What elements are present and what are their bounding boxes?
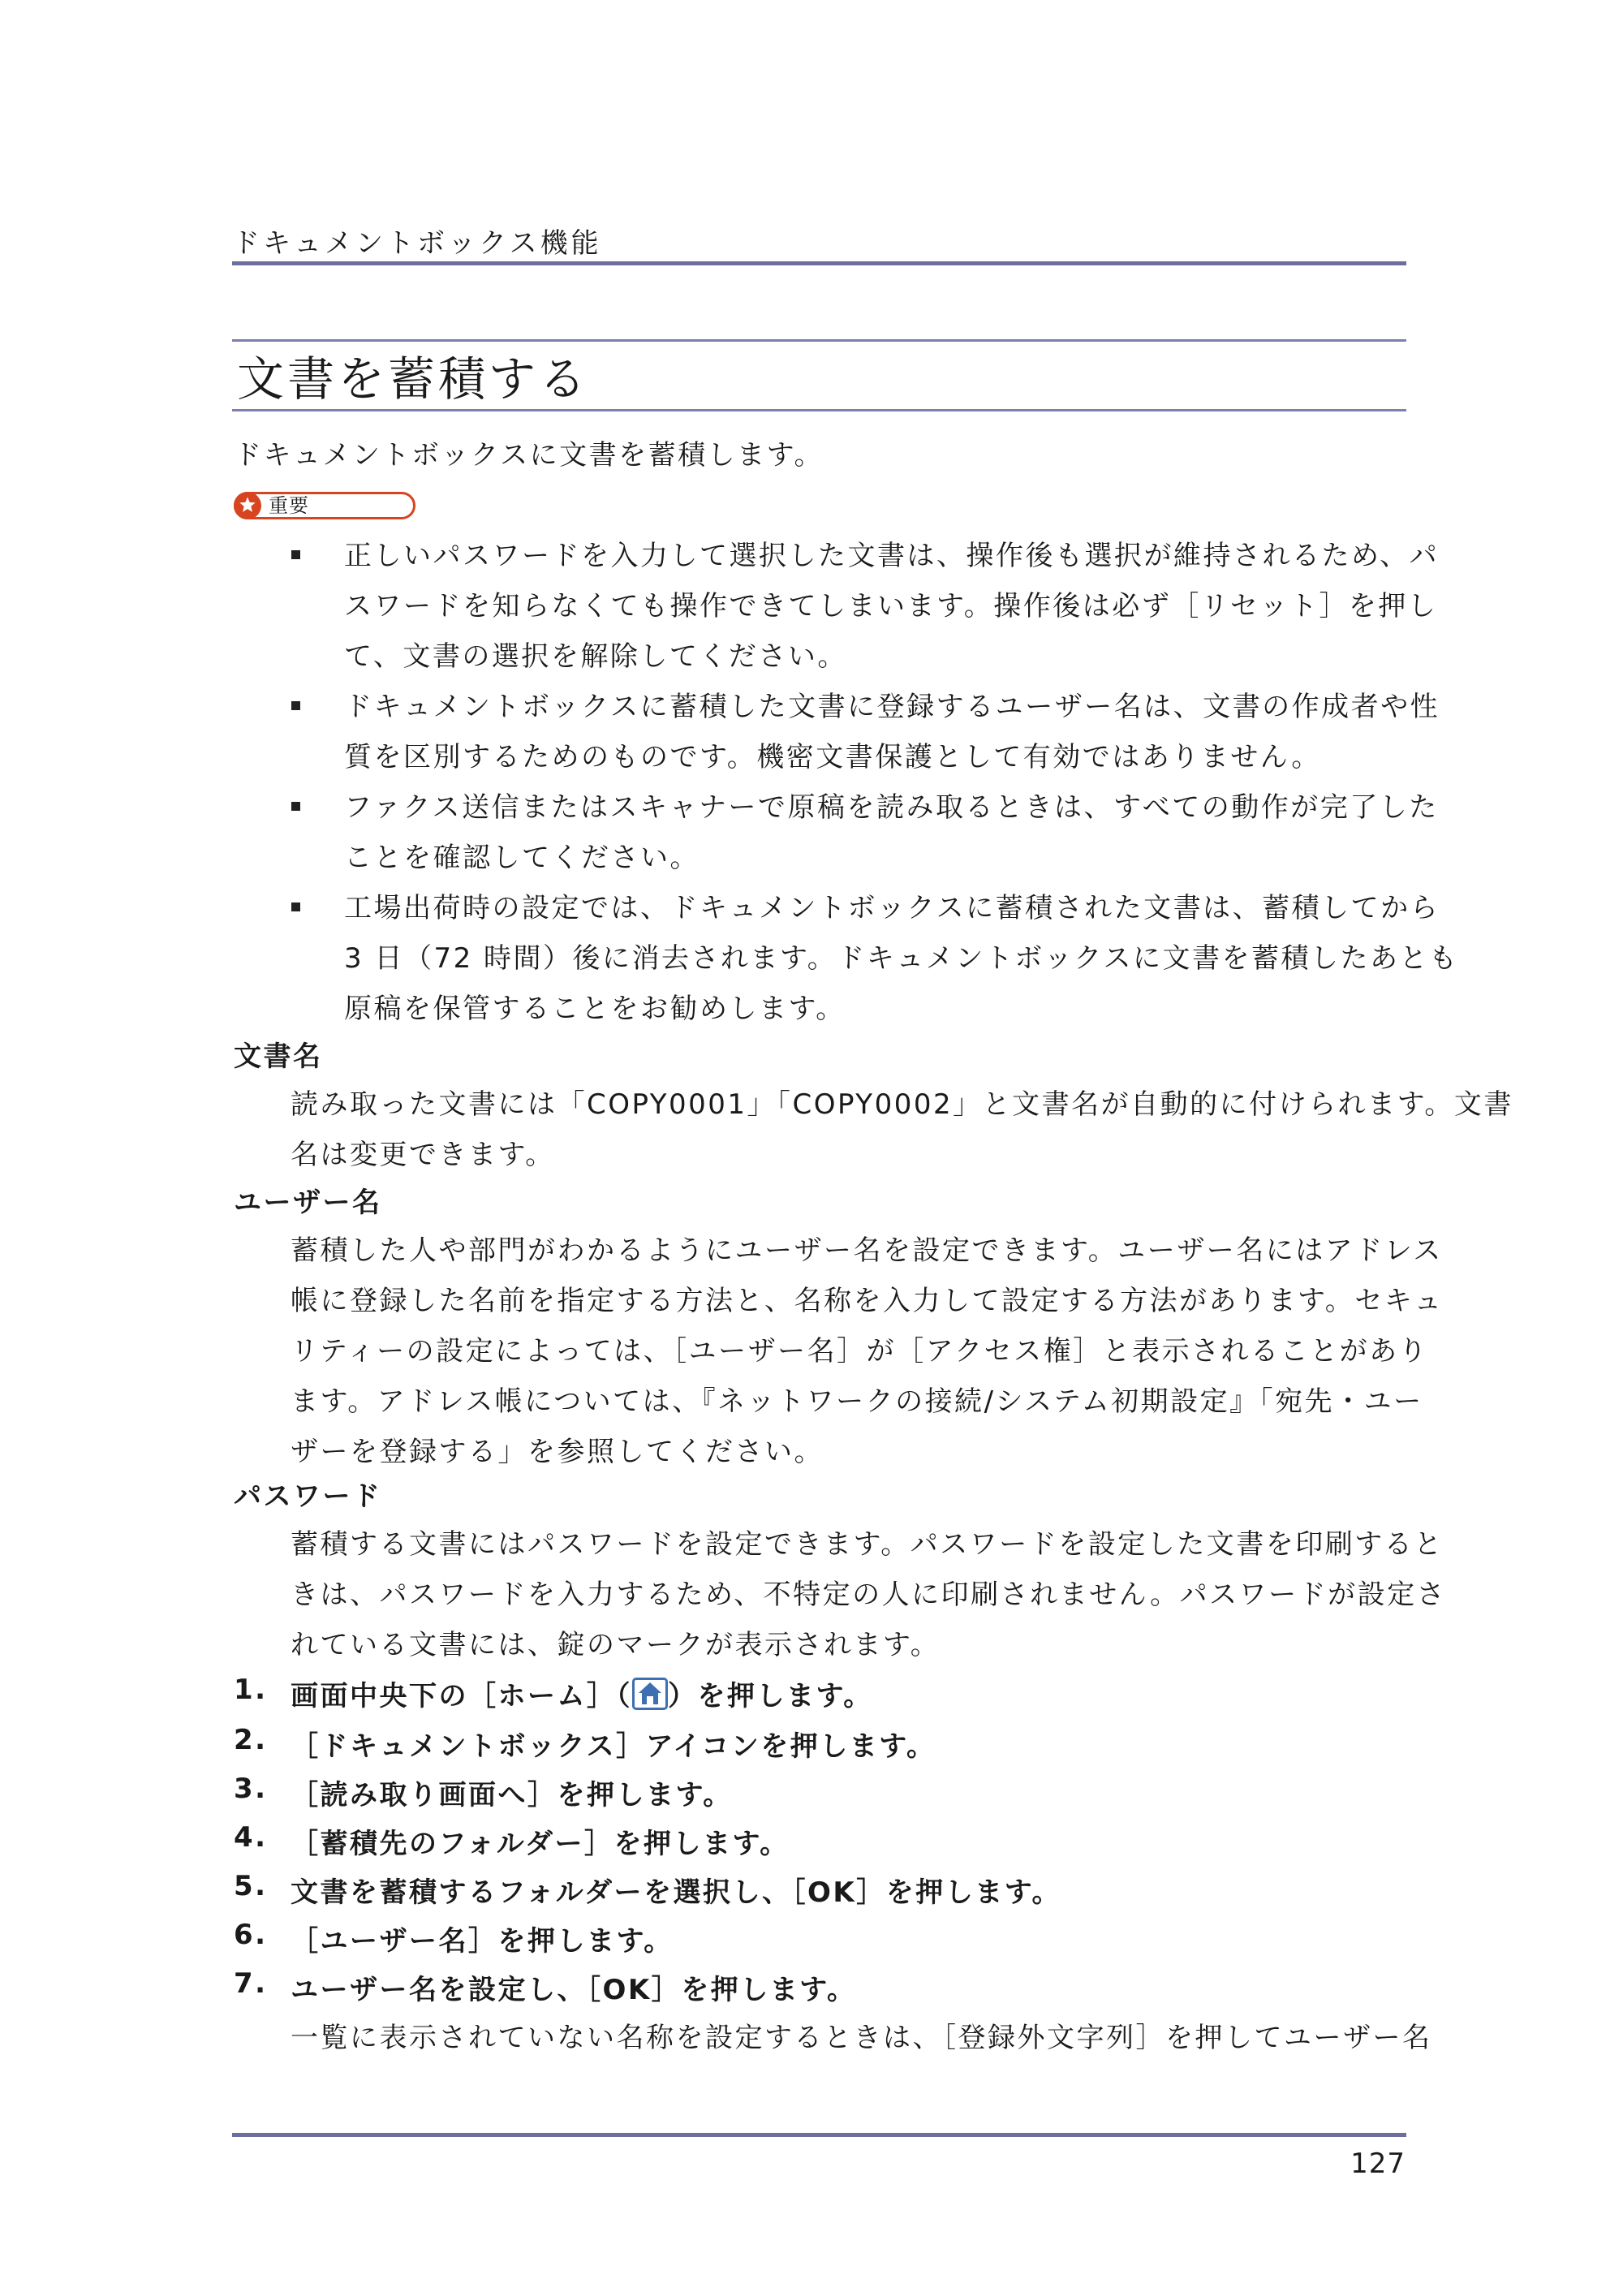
important-bullet-1-line-1: 正しいパスワードを入力して選択した文書は、操作後も選択が維持されるため、パ [344, 540, 1440, 572]
running-header-title: ドキュメントボックス機能 [232, 227, 602, 260]
section-title-bottom-rule [232, 409, 1406, 411]
password-line-2: きは、パスワードを入力するため、不特定の人に印刷されません。パスワードが設定さ [291, 1579, 1447, 1611]
bullet-marker [291, 902, 300, 911]
user-name-heading: ユーザー名 [234, 1187, 382, 1219]
step-text: ［読み取り画面へ］を押します。 [291, 1779, 733, 1811]
step-text: 文書を蓄積するフォルダーを選択し、［OK］を押します。 [291, 1876, 1061, 1909]
important-bullet-1-line-3: て、文書の選択を解除してください。 [344, 640, 847, 673]
star-icon [234, 492, 261, 519]
page-number: 127 [1350, 2147, 1406, 2180]
step-text: ［蓄積先のフォルダー］を押します。 [291, 1828, 790, 1860]
password-line-1: 蓄積する文書にはパスワードを設定できます。パスワードを設定した文書を印刷すると [291, 1528, 1444, 1561]
important-label: 重要 [269, 494, 309, 517]
bullet-marker [291, 701, 300, 710]
user-name-line-1: 蓄積した人や部門がわかるようにユーザー名を設定できます。ユーザー名にはアドレス [291, 1234, 1443, 1267]
step-7-note: 一覧に表示されていない名称を設定するときは、［登録外文字列］を押してユーザー名 [291, 2022, 1432, 2054]
footer-rule [232, 2133, 1406, 2137]
step-text [291, 1674, 873, 1713]
doc-name-line-1: 読み取った文書には「COPY0001」「COPY0002」と文書名が自動的に付けられます。文書 [291, 1088, 1513, 1121]
user-name-line-5: ザーを登録する」を参照してください。 [291, 1436, 824, 1468]
user-name-line-4: ます。アドレス帳については、『ネットワークの接続/システム初期設定』「宛先・ユー [291, 1385, 1423, 1418]
step-number: 4. [234, 1821, 268, 1854]
step-text: ［ユーザー名］を押します。 [291, 1925, 674, 1958]
password-heading: パスワード [234, 1480, 382, 1513]
user-name-line-2: 帳に登録した名前を指定する方法と、名称を入力して設定する方法があります。セキュ [291, 1285, 1444, 1317]
important-bullet-3-line-1: ファクス送信またはスキャナーで原稿を読み取るときは、すべての動作が完了した [344, 791, 1439, 824]
important-badge [234, 492, 415, 519]
user-name-line-3: リティーの設定によっては、［ユーザー名］が［アクセス権］と表示されることがあり [291, 1335, 1429, 1368]
step-text: ［ドキュメントボックス］アイコンを押します。 [291, 1730, 936, 1763]
doc-name-line-2: 名は変更できます。 [291, 1139, 555, 1171]
important-bullet-4-line-1: 工場出荷時の設定では、ドキュメントボックスに蓄積された文書は、蓄積してから [344, 892, 1440, 924]
step-text: ユーザー名を設定し、［OK］を押します。 [291, 1974, 857, 2006]
section-title: 文書を蓄積する [237, 351, 590, 407]
section-intro: ドキュメントボックスに文書を蓄積します。 [234, 439, 824, 472]
password-line-3: れている文書には、錠のマークが表示されます。 [291, 1629, 941, 1661]
step-number: 1. [234, 1674, 268, 1706]
step-text-after: ）を押します。 [668, 1680, 873, 1712]
important-bullet-2-line-2: 質を区別するためのものです。機密文書保護として有効ではありません。 [344, 741, 1321, 773]
step-number: 7. [234, 1967, 268, 2000]
bullet-marker [291, 550, 300, 559]
important-bullet-4-line-3: 原稿を保管することをお勧めします。 [344, 993, 846, 1025]
step-number: 3. [234, 1773, 268, 1805]
bullet-marker [291, 802, 300, 811]
important-bullet-3-line-2: ことを確認してください。 [344, 842, 700, 874]
home-icon [632, 1678, 668, 1710]
step-number: 2. [234, 1724, 268, 1756]
step-number: 5. [234, 1870, 268, 1902]
important-bullet-1-line-2: スワードを知らなくても操作できてしまいます。操作後は必ず［リセット］を押し [344, 590, 1438, 622]
step-number: 6. [234, 1919, 268, 1951]
step-text-before: 画面中央下の［ホーム］（ [291, 1680, 632, 1712]
header-rule [232, 261, 1406, 265]
doc-name-heading: 文書名 [234, 1040, 323, 1073]
important-bullet-2-line-1: ドキュメントボックスに蓄積した文書に登録するユーザー名は、文書の作成者や性 [344, 691, 1440, 723]
important-bullet-4-line-2: 3 日（72 時間）後に消去されます。ドキュメントボックスに文書を蓄積したあとも [344, 942, 1459, 975]
